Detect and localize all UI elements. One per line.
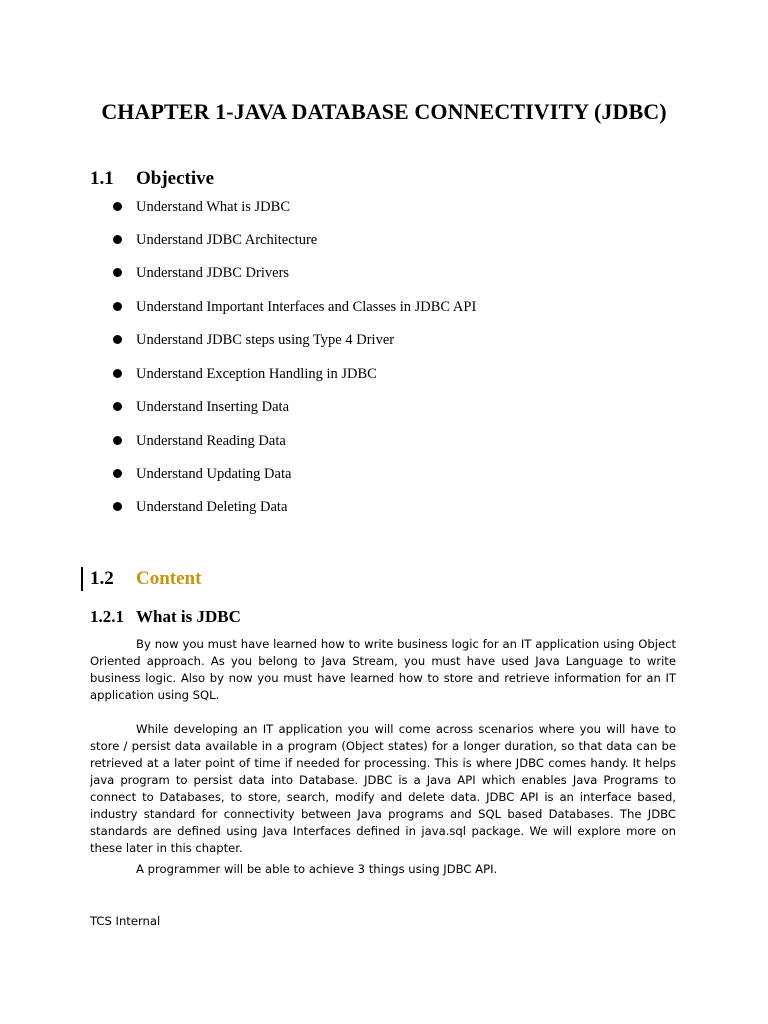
list-item-text: Understand Exception Handling in JDBC: [136, 366, 377, 382]
list-item-text: Understand JDBC steps using Type 4 Driver: [136, 332, 395, 348]
bullet-icon: [113, 302, 122, 311]
paragraph: By now you must have learned how to write business logic for an IT application using Object Oriented approach. As you belong to Java Stream, you must have used Java Language to write business logic. Also by now you must have learned how to store and retrieve information for an IT application using SQL.: [90, 637, 676, 702]
paragraph: A programmer will be able to achieve 3 things using JDBC API.: [136, 862, 498, 876]
subsection-number: 1.2.1: [90, 607, 124, 626]
bullet-icon: [113, 436, 122, 445]
change-bar: [81, 567, 83, 591]
list-item-text: Understand Important Interfaces and Classes in JDBC API: [136, 299, 477, 315]
bullet-icon: [113, 402, 122, 411]
list-item-text: Understand JDBC Architecture: [136, 232, 318, 248]
list-item-text: Understand Deleting Data: [136, 499, 288, 515]
section-title: Objective: [136, 168, 215, 189]
bullet-icon: [113, 469, 122, 478]
list-item-text: Understand Reading Data: [136, 433, 286, 449]
paragraph: While developing an IT application you will come across scenarios where you will have to store / persist data available in a program (Object states) for a longer duration, so that data can be retrieved at a later point of time if needed for processing. This is where JDBC comes handy. It helps java program to persist data into Database. JDBC is a Java API which enables Java Programs to connect to Databases, to store, search, modify and delete data. JDBC API is an interface based, industry standard for connectivity between Java programs and SQL based Databases. The JDBC standards are defined using Java Interfaces defined in java.sql package. We will explore more on these later in this chapter.: [90, 722, 676, 855]
chapter-title: CHAPTER 1-JAVA DATABASE CONNECTIVITY (JDBC): [101, 99, 667, 124]
section-number: 1.1: [90, 168, 114, 189]
bullet-icon: [113, 202, 122, 211]
subsection-heading-what-is-jdbc: [90, 607, 241, 627]
list-item-text: Understand JDBC Drivers: [136, 265, 290, 281]
bullet-icon: [113, 335, 122, 344]
list-item-text: Understand Inserting Data: [136, 399, 290, 415]
section-number: 1.2: [90, 568, 114, 589]
list-item-text: Understand Updating Data: [136, 466, 292, 482]
section-heading-content: [90, 568, 201, 590]
list-item-text: Understand What is JDBC: [136, 199, 290, 215]
subsection-title: What is JDBC: [136, 607, 241, 626]
bullet-icon: [113, 235, 122, 244]
section-title: Content: [136, 568, 202, 589]
bullet-icon: [113, 369, 122, 378]
section-heading-objective: [90, 168, 214, 190]
bullet-icon: [113, 502, 122, 511]
footer-label: TCS Internal: [90, 914, 161, 928]
bullet-icon: [113, 268, 122, 277]
